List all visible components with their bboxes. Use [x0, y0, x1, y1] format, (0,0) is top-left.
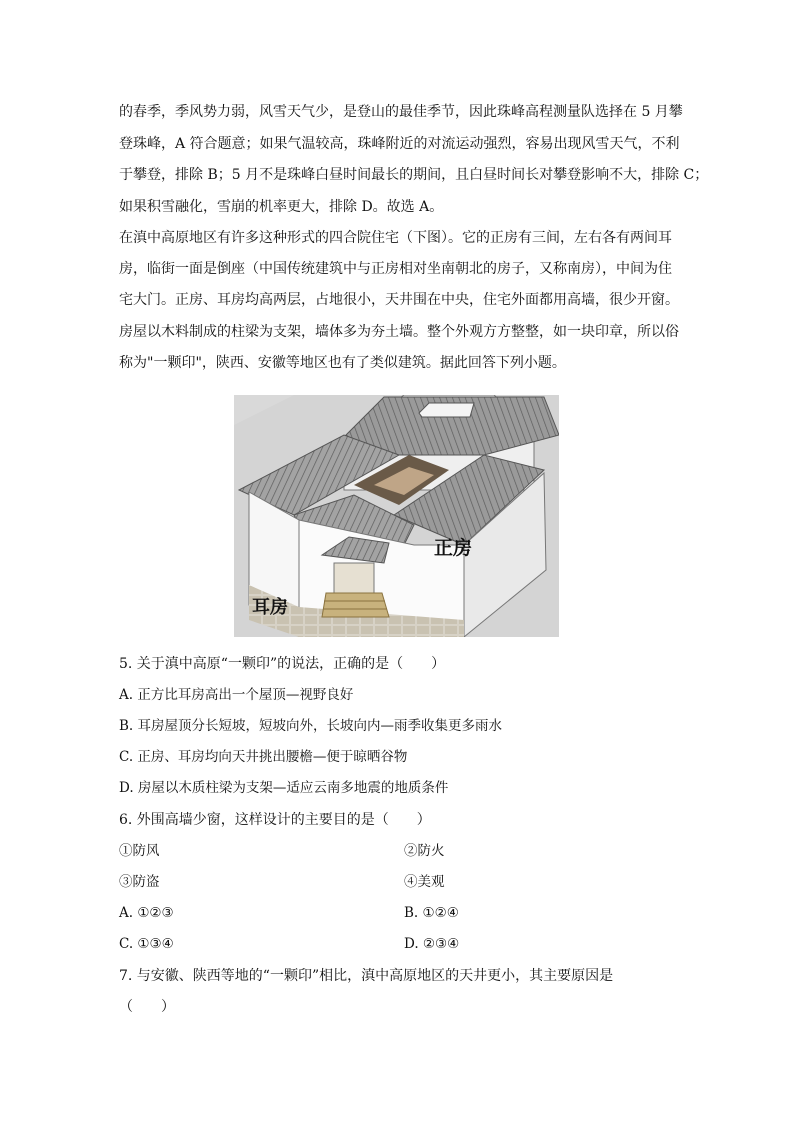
- text-line: 在滇中高原地区有许多这种形式的四合院住宅（下图）。它的正房有三间，左右各有两间耳: [119, 230, 672, 246]
- option-b[interactable]: B. 耳房屋顶分长短坡，短坡向外，长坡向内—雨季收集更多雨水: [119, 718, 503, 734]
- text-line: 称为"一颗印"，陕西、安徽等地区也有了类似建筑。据此回答下列小题。: [119, 355, 566, 371]
- item-1: ①防风: [119, 843, 160, 859]
- option-d[interactable]: D. 房屋以木质柱梁为支架—适应云南多地震的地质条件: [119, 780, 449, 796]
- skylight: [419, 403, 474, 417]
- question-stem: 6. 外围高墙少窗，这样设计的主要目的是（ ）: [119, 812, 431, 828]
- text-line: 房，临街一面是倒座（中国传统建筑中与正房相对坐南朝北的房子，又称南房），中间为住: [119, 261, 672, 277]
- item-2: ②防火: [404, 843, 445, 859]
- option-a[interactable]: A. ①②③: [119, 905, 174, 921]
- option-a[interactable]: A. 正方比耳房高出一个屋顶—视野良好: [119, 687, 354, 703]
- item-4: ④美观: [404, 874, 445, 890]
- text-line: 于攀登，排除 B；5 月不是珠峰白昼时间最长的期间，且白昼时间长对攀登影响不大，排除 C；: [119, 167, 709, 183]
- main-house-label: 正房: [434, 537, 473, 559]
- steps: [322, 593, 389, 617]
- gate: [334, 563, 374, 593]
- side-house-label: 耳房: [252, 597, 288, 618]
- question-stem-continued: （ ）: [119, 999, 175, 1015]
- option-d[interactable]: D. ②③④: [404, 936, 460, 952]
- question-stem: 7. 与安徽、陕西等地的“一颗印”相比，滇中高原地区的天井更小，其主要原因是: [119, 968, 614, 984]
- text-line: 的春季，季风势力弱，风雪天气少，是登山的最佳季节，因此珠峰高程测量队选择在 5 月攀: [119, 104, 683, 120]
- item-3: ③防盗: [119, 874, 160, 890]
- option-c[interactable]: C. 正房、耳房均向天井挑出腰檐—便于晾晒谷物: [119, 749, 408, 765]
- text-line: 如果积雪融化，雪崩的机率更大，排除 D。故选 A。: [119, 199, 444, 215]
- text-line: 宅大门。正房、耳房均高两层，占地很小，天井围在中央，住宅外面都用高墙，很少开窗。: [119, 292, 679, 308]
- text-line: 登珠峰，A 符合题意；如果气温较高，珠峰附近的对流运动强烈，容易出现风雪天气，不利: [119, 136, 680, 152]
- option-b[interactable]: B. ①②④: [404, 905, 459, 921]
- option-c[interactable]: C. ①③④: [119, 936, 174, 952]
- text-line: 房屋以木料制成的柱梁为支架，墙体多为夯土墙。整个外观方方整整，如一块印章，所以俗: [119, 324, 679, 340]
- courtyard-house-figure: [234, 395, 559, 637]
- question-stem: 5. 关于滇中高原“一颗印”的说法，正确的是（ ）: [119, 656, 446, 672]
